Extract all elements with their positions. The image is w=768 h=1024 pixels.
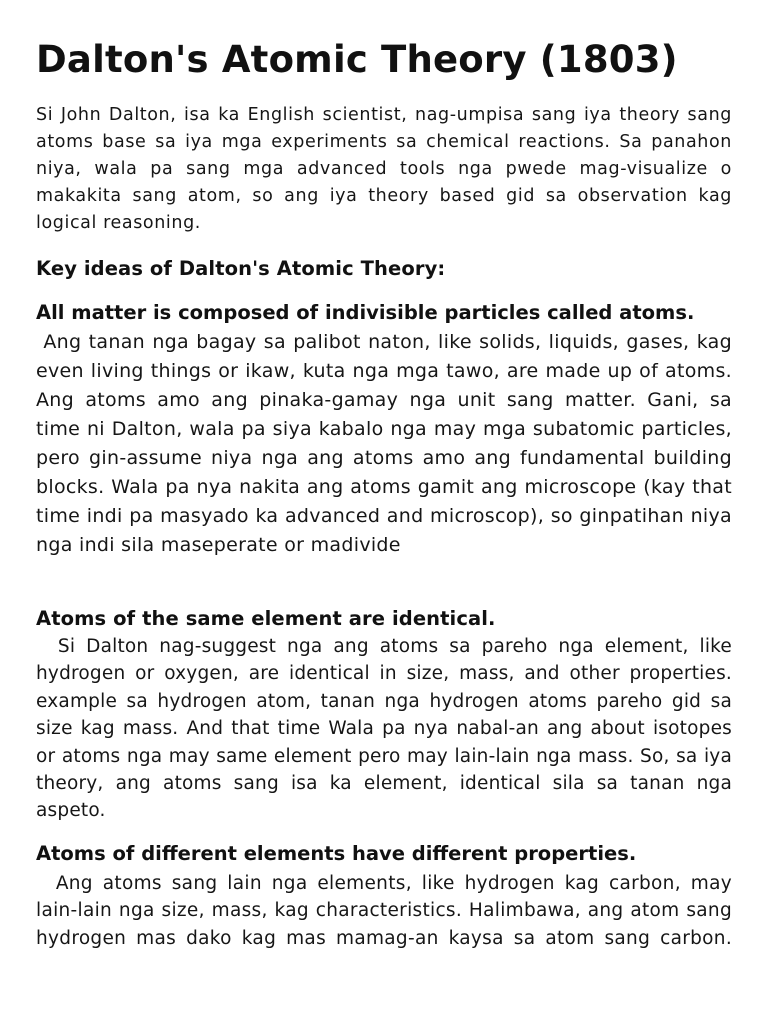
section-heading-indivisible-atoms: All matter is composed of indivisible particles called atoms. xyxy=(36,301,695,324)
section-body-different-properties: Ang atoms sang lain nga elements, like hydrogen kag carbon, may lain-lain nga size, mass, kag characteristics. Halimbawa, ang atom sang hydrogen mas dako kag mas mamag-an kaysa sa atom sang carbon. xyxy=(36,873,732,949)
section-body-identical-atoms: Si Dalton nag-suggest nga ang atoms sa pareho nga element, like hydrogen or oxygen, are identical in size, mass, and other properties. example sa hydrogen atom, tanan nga hydrogen atoms pareho gid sa size kag mass. And that time Wala pa nya nabal-an ang about isotopes or atoms nga may same element pero may lain-lain nga mass. So, sa iya theory, ang atoms sang isa ka element, identical sila sa tanan nga aspeto. xyxy=(36,636,732,822)
key-ideas-heading: Key ideas of Dalton's Atomic Theory: xyxy=(36,257,446,280)
intro-paragraph: Si John Dalton, isa ka English scientist, nag-umpisa sang iya theory sang atoms base sa iya mga experiments sa chemical reactions. Sa panahon niya, wala pa sang mga advanced tools nga pwede mag-visualize o makakita sang atom, so ang iya theory based gid sa observation kag logical reasoning. xyxy=(36,105,732,233)
section-heading-different-properties: Atoms of different elements have different properties. xyxy=(36,842,637,865)
section-heading-identical-atoms: Atoms of the same element are identical. xyxy=(36,607,496,630)
page-title: Dalton's Atomic Theory (1803) xyxy=(36,38,678,81)
section-body-indivisible-atoms: Ang tanan nga bagay sa palibot naton, like solids, liquids, gases, kag even living things or ikaw, kuta nga mga tawo, are made up of atoms. Ang atoms amo ang pinaka-gamay nga unit sang matter. Gani, sa time ni Dalton, wala pa siya kabalo nga may mga subatomic particles, pero gin-assume niya nga ang atoms amo ang fundamental building blocks. Wala pa nya nakita ang atoms gamit ang microscope (kay that time indi pa masyado ka advanced and microscop), so ginpatihan niya nga indi sila maseperate or madivide xyxy=(36,331,732,556)
